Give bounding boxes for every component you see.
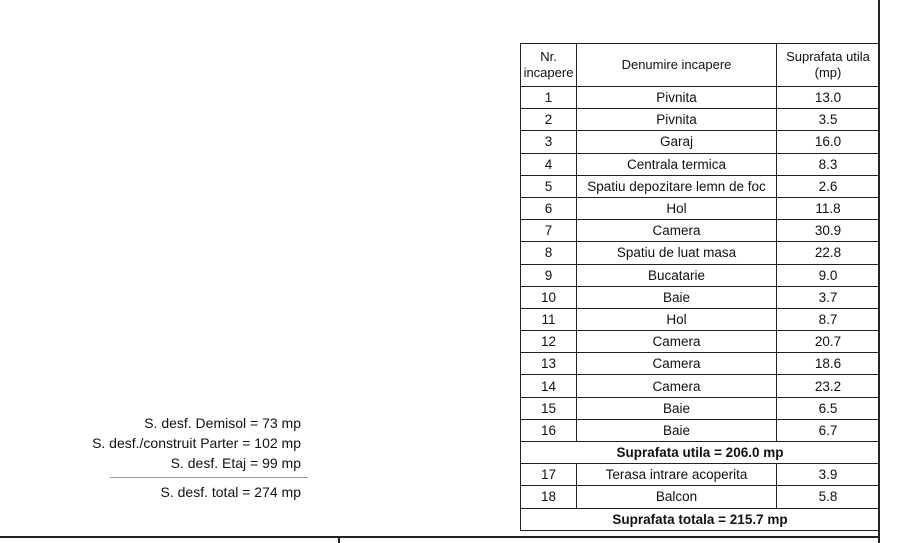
table-row (521, 220, 880, 242)
cell-nr: 8 (521, 242, 577, 264)
table-row (521, 153, 880, 175)
cell-nr: 5 (521, 175, 577, 197)
cell-name: Camera (577, 331, 777, 353)
header-area: Suprafata utila (mp) (777, 44, 880, 87)
cell-area: 2.6 (777, 175, 880, 197)
cell-name: Camera (577, 353, 777, 375)
cell-area: 8.3 (777, 153, 880, 175)
frame-divider (338, 536, 340, 543)
cell-nr: 13 (521, 353, 577, 375)
summary-demisol: S. desf. Demisol = 73 mp (144, 415, 301, 431)
cell-name: Camera (577, 375, 777, 397)
rooms-table (520, 43, 880, 531)
cell-nr: 6 (521, 197, 577, 219)
cell-nr: 17 (521, 464, 577, 486)
cell-nr: 14 (521, 375, 577, 397)
cell-nr: 10 (521, 286, 577, 308)
cell-name: Baie (577, 286, 777, 308)
table-row (521, 109, 880, 131)
table-row (521, 397, 880, 419)
table-row (521, 486, 880, 508)
cell-name: Spatiu de luat masa (577, 242, 777, 264)
cell-name: Hol (577, 308, 777, 330)
table-header-row (521, 44, 880, 87)
table-row (521, 353, 880, 375)
cell-name: Pivnita (577, 87, 777, 109)
cell-area: 11.8 (777, 197, 880, 219)
summary-etaj: S. desf. Etaj = 99 mp (170, 455, 301, 471)
cell-nr: 15 (521, 397, 577, 419)
cell-area: 3.9 (777, 464, 880, 486)
subtotal-usable-area: Suprafata utila = 206.0 mp (521, 442, 880, 464)
cell-area: 3.5 (777, 109, 880, 131)
summary-parter: S. desf./construit Parter = 102 mp (92, 435, 301, 451)
cell-name: Spatiu depozitare lemn de foc (577, 175, 777, 197)
table-row (521, 308, 880, 330)
cell-name: Baie (577, 397, 777, 419)
subtotal-usable-area-row (521, 442, 880, 464)
cell-area: 6.5 (777, 397, 880, 419)
cell-nr: 7 (521, 220, 577, 242)
cell-area: 23.2 (777, 375, 880, 397)
table-row (521, 264, 880, 286)
cell-nr: 12 (521, 331, 577, 353)
cell-name: Terasa intrare acoperita (577, 464, 777, 486)
cell-area: 16.0 (777, 131, 880, 153)
cell-nr: 9 (521, 264, 577, 286)
table-row (521, 197, 880, 219)
table-row (521, 131, 880, 153)
cell-area: 3.7 (777, 286, 880, 308)
table-row (521, 242, 880, 264)
table-row (521, 175, 880, 197)
table-row (521, 331, 880, 353)
summary-divider (110, 477, 308, 478)
frame-bottom-border (0, 536, 880, 538)
summary-total: S. desf. total = 274 mp (160, 484, 301, 500)
cell-nr: 4 (521, 153, 577, 175)
cell-name: Pivnita (577, 109, 777, 131)
cell-name: Camera (577, 220, 777, 242)
cell-name: Bucatarie (577, 264, 777, 286)
cell-area: 18.6 (777, 353, 880, 375)
cell-area: 30.9 (777, 220, 880, 242)
header-name: Denumire incapere (577, 44, 777, 87)
total-area-row (521, 508, 880, 530)
cell-area: 6.7 (777, 419, 880, 441)
cell-nr: 1 (521, 87, 577, 109)
cell-nr: 3 (521, 131, 577, 153)
cell-name: Centrala termica (577, 153, 777, 175)
table-row (521, 87, 880, 109)
header-nr: Nr. incapere (521, 44, 577, 87)
cell-area: 9.0 (777, 264, 880, 286)
cell-nr: 18 (521, 486, 577, 508)
cell-area: 13.0 (777, 87, 880, 109)
cell-nr: 11 (521, 308, 577, 330)
cell-area: 5.8 (777, 486, 880, 508)
table-row (521, 286, 880, 308)
cell-name: Garaj (577, 131, 777, 153)
table-row (521, 464, 880, 486)
table-row (521, 375, 880, 397)
table-row (521, 419, 880, 441)
cell-nr: 2 (521, 109, 577, 131)
cell-name: Hol (577, 197, 777, 219)
cell-area: 8.7 (777, 308, 880, 330)
floor-area-summary (92, 413, 301, 473)
cell-name: Baie (577, 419, 777, 441)
total-area: Suprafata totala = 215.7 mp (521, 508, 880, 530)
cell-area: 22.8 (777, 242, 880, 264)
cell-name: Balcon (577, 486, 777, 508)
cell-area: 20.7 (777, 331, 880, 353)
cell-nr: 16 (521, 419, 577, 441)
